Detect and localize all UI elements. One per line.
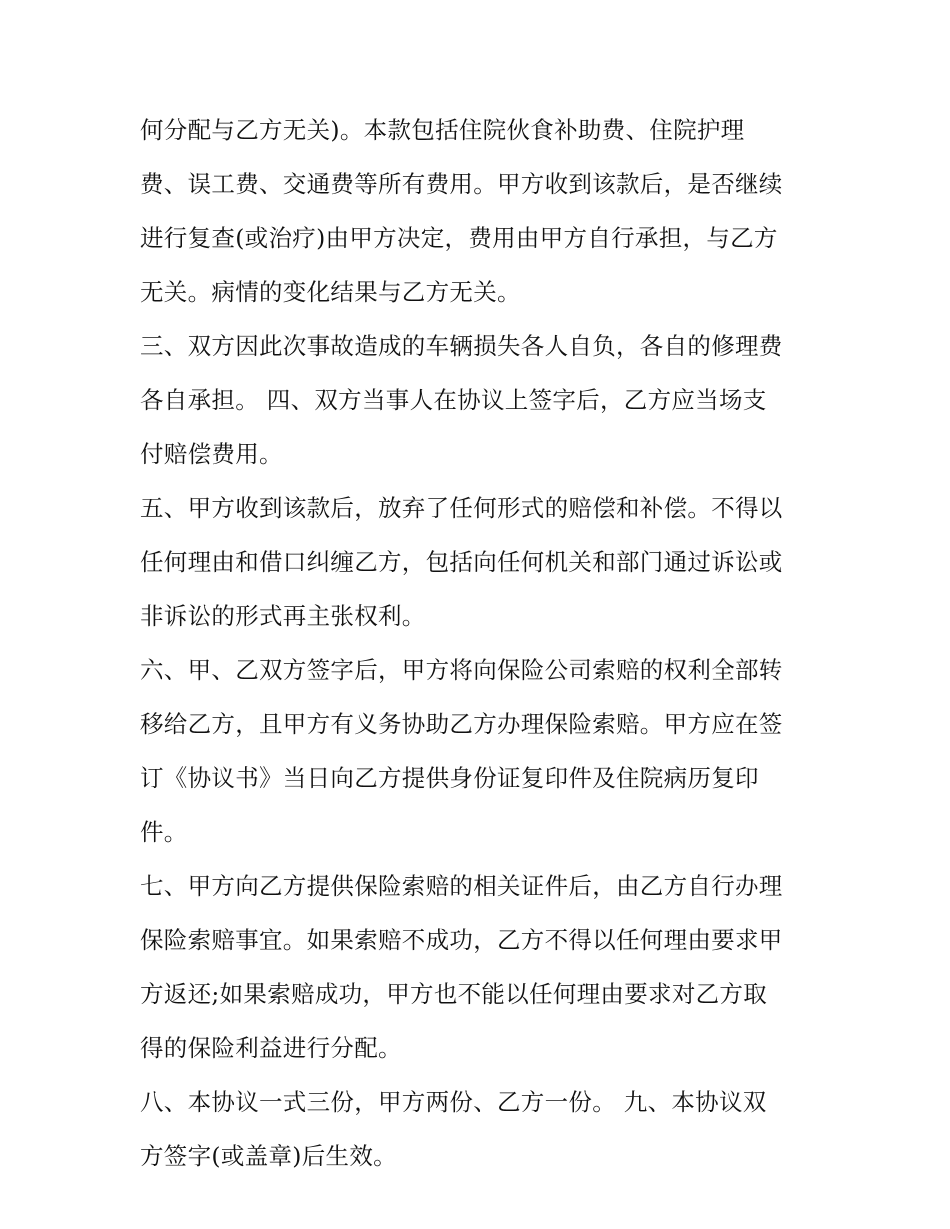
text-line: 件。 — [140, 818, 188, 846]
text-line: 非诉讼的形式再主张权利。 — [140, 602, 426, 630]
text-line: 各自承担。 四、双方当事人在协议上签字后，乙方应当场支 — [140, 386, 767, 414]
text-line: 得的保险利益进行分配。 — [140, 1034, 402, 1062]
text-line: 三、双方因此次事故造成的车辆损失各人自负，各自的修理费 — [140, 332, 783, 360]
text-line: 订《协议书》当日向乙方提供身份证复印件及住院病历复印 — [140, 764, 759, 792]
text-line: 七、甲方向乙方提供保险索赔的相关证件后，由乙方自行办理 — [140, 872, 783, 900]
text-line: 移给乙方，且甲方有义务协助乙方办理保险索赔。甲方应在签 — [140, 710, 783, 738]
text-line: 保险索赔事宜。如果索赔不成功，乙方不得以任何理由要求甲 — [140, 926, 783, 954]
document-body — [140, 103, 820, 1183]
text-line: 方返还;如果索赔成功，甲方也不能以任何理由要求对乙方取 — [140, 980, 768, 1008]
text-line: 五、甲方收到该款后，放弃了任何形式的赔偿和补偿。不得以 — [140, 494, 783, 522]
text-line: 无关。病情的变化结果与乙方无关。 — [140, 278, 521, 306]
text-line: 付赔偿费用。 — [140, 440, 283, 468]
text-line: 八、本协议一式三份，甲方两份、乙方一份。 九、本协议双 — [140, 1088, 767, 1116]
text-line: 何分配与乙方无关)。本款包括住院伙食补助费、住院护理 — [140, 116, 745, 144]
text-line: 进行复查(或治疗)由甲方决定，费用由甲方自行承担，与乙方 — [140, 224, 778, 252]
text-line: 费、误工费、交通费等所有费用。甲方收到该款后，是否继续 — [140, 170, 783, 198]
text-line: 方签字(或盖章)后生效。 — [140, 1142, 397, 1170]
text-line: 六、甲、乙双方签字后，甲方将向保险公司索赔的权利全部转 — [140, 656, 783, 684]
text-line: 任何理由和借口纠缠乙方，包括向任何机关和部门通过诉讼或 — [140, 548, 783, 576]
